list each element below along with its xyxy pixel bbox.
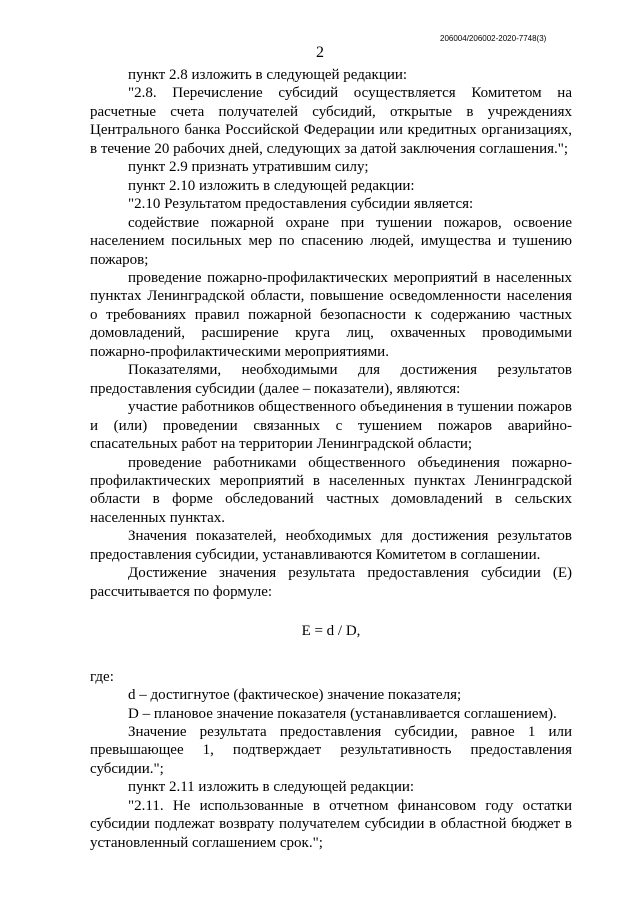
page-number: 2 (316, 44, 324, 61)
paragraph: d – достигнутое (фактическое) значение показателя; (128, 687, 462, 704)
formula: E = d / D, (301, 623, 361, 640)
paragraph: Показателями, необходимыми для достижения результатов предоставления субсидии (далее – показатели), являются: (90, 362, 572, 397)
paragraph: проведение работниками общественного объединения пожарно-профилактических мероприятий в населенных пунктах Ленинградской области в форме обследований частных домовладений в сельских населенных пунктах. (90, 454, 572, 526)
document-body (90, 66, 572, 852)
paragraph: содействие пожарной охране при тушении пожаров, освоение населением посильных мер по спасению людей, имущества и тушению пожаров; (90, 214, 572, 268)
paragraph: Значения показателей, необходимых для достижения результатов предоставления субсидии, устанавливаются Комитетом в соглашении. (90, 528, 572, 563)
paragraph: проведение пожарно-профилактических мероприятий в населенных пунктах Ленинградской области, повышение осведомленности населения о требованиях правил пожарной безопасности к содержанию частных домовладений, расширение круга лиц, охваченных проводимыми пожарно-профилактическими мероприятиями. (90, 269, 572, 360)
paragraph: Значение результата предоставления субсидии, равное 1 или превышающее 1, подтверждает результативность предоставления субсидии."; (90, 723, 572, 777)
paragraph: пункт 2.10 изложить в следующей редакции: (128, 177, 415, 194)
document-code: 206004/206002-2020-7748(3) (440, 34, 547, 43)
where-label: где: (90, 668, 114, 685)
paragraph: участие работников общественного объединения в тушении пожаров и (или) проведении связанных с тушением пожаров аварийно-спасательных работ на территории Ленинградской области; (90, 399, 572, 453)
paragraph: пункт 2.9 признать утратившим силу; (128, 159, 369, 176)
paragraph: "2.10 Результатом предоставления субсидии является: (128, 196, 474, 213)
paragraph: "2.11. Не использованные в отчетном финансовом году остатки субсидии подлежат возврату получателем субсидии в областной бюджет в установленный соглашением срок."; (90, 797, 572, 851)
paragraph: пункт 2.11 изложить в следующей редакции: (128, 779, 415, 796)
paragraph: Достижение значения результата предоставления субсидии (Е) рассчитывается по формуле: (90, 565, 572, 600)
paragraph: "2.8. Перечисление субсидий осуществляется Комитетом на расчетные счета получателей субсидий, открытые в учреждениях Центрального банка Российской Федерации или кредитных организациях, в течение 20 рабочих дней, следующих за датой заключения соглашения."; (90, 85, 572, 157)
paragraph: пункт 2.8 изложить в следующей редакции: (128, 67, 408, 83)
paragraph: D – плановое значение показателя (устанавливается соглашением). (128, 705, 557, 722)
